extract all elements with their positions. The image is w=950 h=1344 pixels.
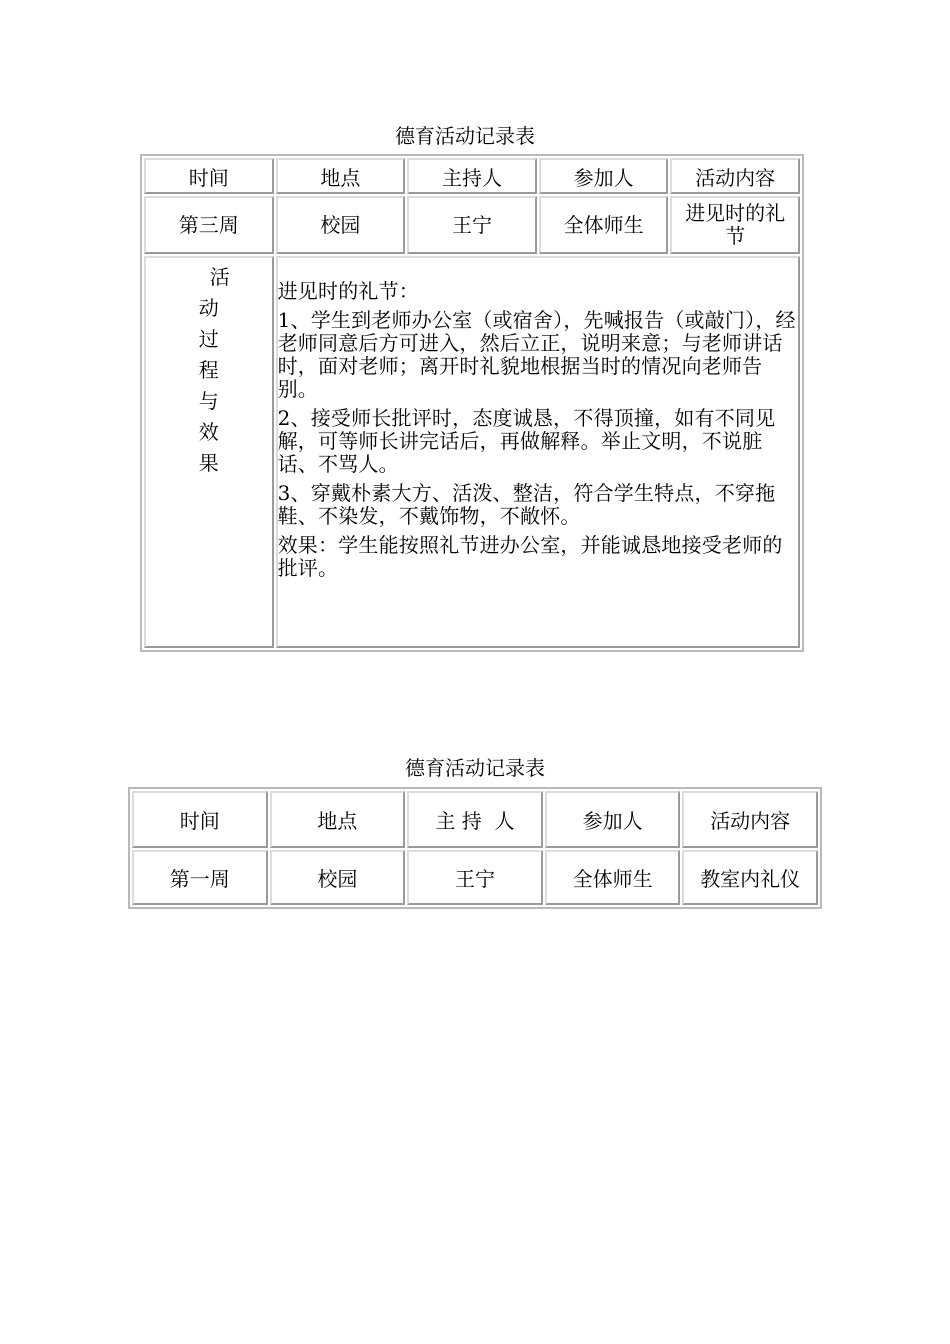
record-2-title: 德育活动记录表 [405,756,545,780]
record-1-title: 德育活动记录表 [395,124,535,148]
value-host: 王宁 [407,850,543,905]
header-content: 活动内容 [670,158,800,194]
value-participants: 全体师生 [539,196,669,254]
process-label-char: 动 [198,296,219,320]
header-host: 主持人 [407,158,537,194]
value-time: 第一周 [132,850,268,905]
process-heading: 进见时的礼节： [277,279,419,303]
header-participants: 参加人 [545,791,681,848]
process-label-char: 效 [198,420,219,444]
process-effect: 效果：学生能按照礼节进办公室，并能诚恳地接受老师的批评。 [277,533,783,580]
process-item-2: 2、接受师长批评时，态度诚恳，不得顶撞，如有不同见解，可等师长讲完话后，再做解释。举止文明，不说脏话、不骂人。 [277,406,776,476]
process-label [144,256,274,648]
header-content: 活动内容 [682,791,818,848]
record-1-value-row [144,196,800,254]
value-time: 第三周 [144,196,274,254]
header-time: 时间 [144,158,274,194]
record-2-header-row [132,791,818,848]
record-1-process-row [144,256,800,648]
header-participants: 参加人 [539,158,669,194]
process-item-1: 1、学生到老师办公室（或宿舍），先喊报告（或敲门），经老师同意后方可进入，然后立正，说明来意；与老师讲话时，面对老师；离开时礼貌地根据当时的情况向老师告别。 [277,308,796,401]
header-host: 主 持 人 [407,791,543,848]
record-1-table [140,154,804,652]
process-label-char: 与 [198,389,219,413]
value-location: 校园 [270,850,406,905]
process-label-char: 果 [198,451,219,475]
process-item-3: 3、穿戴朴素大方、活泼、整洁，符合学生特点，不穿拖鞋、不染发，不戴饰物，不敞怀。 [277,481,776,528]
header-location: 地点 [276,158,406,194]
process-label-char: 程 [198,358,219,382]
value-participants: 全体师生 [545,850,681,905]
process-description [276,256,800,648]
header-location: 地点 [270,791,406,848]
record-1-header-row [144,158,800,194]
value-host: 王宁 [407,196,537,254]
value-content: 进见时的礼节 [670,196,800,254]
process-label-char: 过 [198,327,219,351]
process-label-char: 活 [209,265,230,289]
value-content: 教室内礼仪 [682,850,818,905]
header-time: 时间 [132,791,268,848]
record-2-value-row [132,850,818,905]
value-location: 校园 [276,196,406,254]
record-2-table [128,787,822,909]
